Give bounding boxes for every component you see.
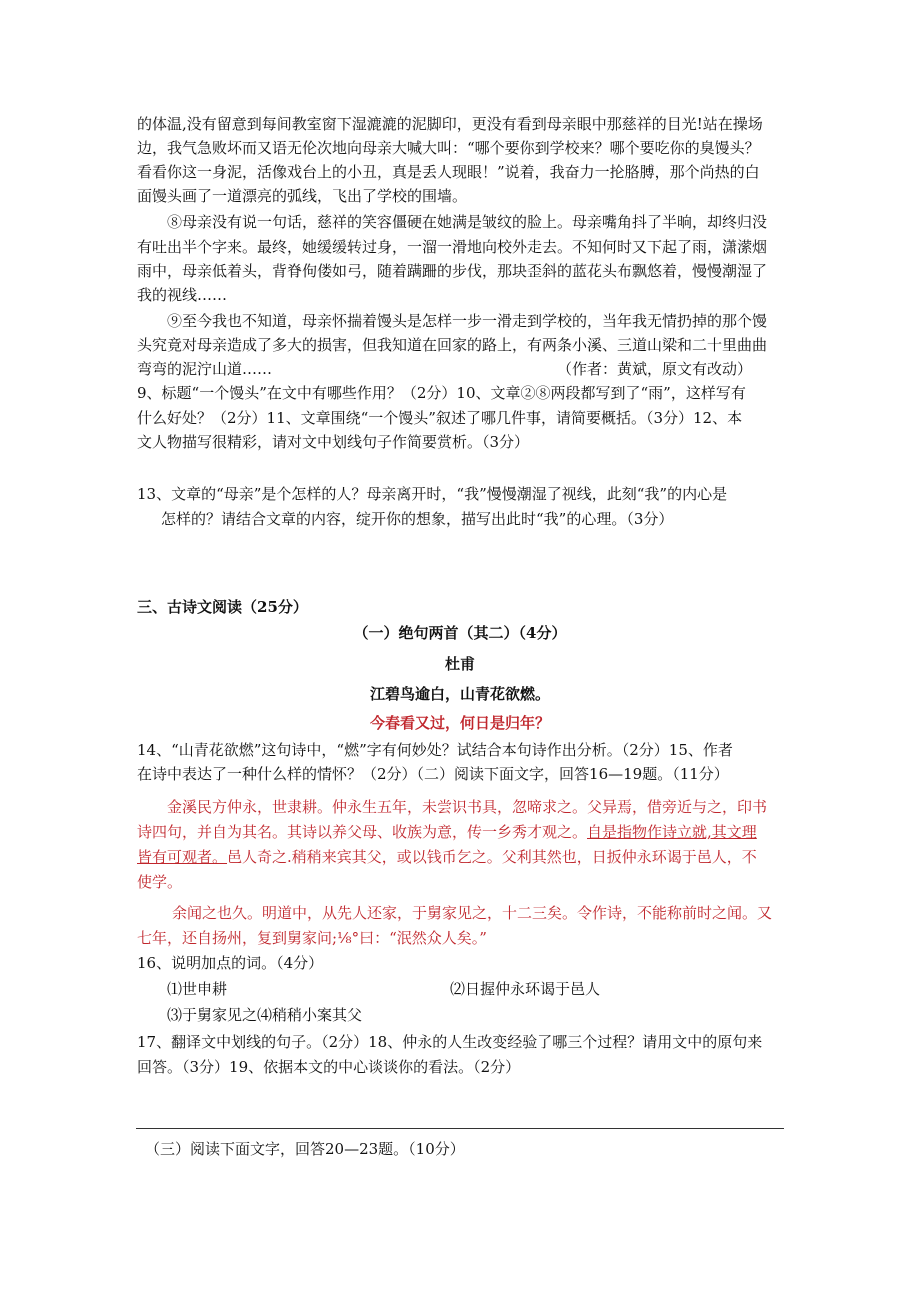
question-line: 14、“山青花欲燃”这句诗中，“燃”字有何妙处？试结合本句诗作出分析。（2分）15、作者 bbox=[137, 741, 733, 759]
paragraph-8-line: 雨中，母亲低着头，背脊佝偻如弓，随着蹒跚的步伐，那块歪斜的蓝花头布飘悠着，慢慢潮湿了 bbox=[137, 262, 768, 280]
story-line: 面馒头画了一道漂亮的弧线，飞出了学校的围墙。 bbox=[137, 187, 468, 205]
paragraph-9-line: 头究竟对母亲造成了多大的损害，但我知道在回家的路上，有两条小溪、三道山梁和二十里曲曲 bbox=[137, 336, 768, 354]
question-16-title: 16、说明加点的词。（4分） bbox=[137, 954, 324, 972]
question-line: 9、标题“一个馒头”在文中有哪些作用？（2分）10、文章②⑧两段都写到了“雨”，这样写有 bbox=[137, 384, 746, 402]
prose-line: 金溪民方仲永，世隶耕。仲永生五年，未尝识书具，忽啼求之。父异焉，借旁近与之，印书 bbox=[167, 798, 768, 816]
section-subheading: （三）阅读下面文字，回答20—23题。（10分） bbox=[145, 1140, 465, 1158]
horizontal-divider bbox=[136, 1128, 784, 1129]
question-line: 文人物描写很精彩，请对文中划线句子作简要赏析。（3分） bbox=[137, 433, 530, 451]
question-16-item: ⑶于舅家见之⑷稍稍小案其父 bbox=[167, 1006, 363, 1024]
author-credit: （作者：黄斌，原文有改动） bbox=[557, 360, 753, 378]
paragraph-8-line: 有吐出半个字来。最终，她缓缓转过身，一溜一滑地向校外走去。不知何时又下起了雨，潇潆烟 bbox=[137, 238, 768, 256]
prose-text: 诗四句，并自为其名。其诗以养父母、收族为意，传一乡秀才观之。 bbox=[137, 823, 588, 841]
question-16-item: ⑵日握仲永环谒于邑人 bbox=[450, 980, 601, 998]
paragraph-9-line bbox=[137, 357, 753, 381]
question-line: 17、翻译文中划线的句子。（2分）18、仲永的人生改变经验了哪三个过程？请用文中的原句来 bbox=[137, 1033, 763, 1051]
underlined-sentence: 皆有可观者。 bbox=[137, 848, 228, 866]
story-line: 边，我气急败坏而又语无伦次地向母亲大喊大叫：“哪个要你到学校来？哪个要吃你的臭馒头？ bbox=[137, 139, 760, 157]
question-16-item: ⑴世申耕 bbox=[167, 980, 228, 998]
question-13-line: 13、文章的“母亲”是个怎样的人？母亲离开时，“我”慢慢潮湿了视线，此刻“我”的内心是 bbox=[137, 485, 728, 503]
poet-name: 杜甫 bbox=[444, 655, 475, 673]
prose-line: 余闻之也久。明道中，从先人还家，于舅家见之，十二三矣。令作诗，不能称前时之闻。又 bbox=[172, 904, 773, 922]
poem-title: （一）绝句两首（其二）（4分） bbox=[353, 624, 567, 642]
paragraph-9-line: ⑨至今我也不知道，母亲怀揣着馒头是怎样一步一滑走到学校的，当年我无情扔掉的那个馒 bbox=[167, 312, 768, 330]
prose-line: 七年，还自扬州，复到舅家问;⅛°曰：“泯然众人矣。” bbox=[137, 929, 487, 947]
question-13-line: 怎样的？请结合文章的内容，绽开你的想象，描写出此时“我”的心理。（3分） bbox=[161, 510, 674, 528]
section-heading: 三、古诗文阅读（25分） bbox=[137, 598, 308, 616]
question-line: 在诗中表达了一种什么样的情怀？（2分）（二）阅读下面文字，回答16—19题。（11分） bbox=[137, 765, 729, 783]
paragraph-8-line: 我的视线…… bbox=[137, 286, 228, 304]
paragraph-9-text: 弯弯的泥泞山道…… bbox=[137, 360, 273, 378]
prose-line bbox=[137, 820, 757, 844]
underlined-sentence: 自是指物作诗立就,其文理 bbox=[587, 823, 757, 841]
prose-line: 使学。 bbox=[137, 873, 183, 891]
paragraph-8-line: ⑧母亲没有说一句话，慈祥的笑容僵硬在她满是皱纹的脸上。母亲嘴角抖了半晌，却终归没 bbox=[167, 213, 768, 231]
prose-line bbox=[137, 845, 757, 869]
story-line: 的体温,没有留意到每间教室窗下湿漉漉的泥脚印，更没有看到母亲眼中那慈祥的目光!站在操场 bbox=[137, 115, 763, 133]
story-line: 看看你这一身泥，活像戏台上的小丑，真是丢人现眼！”说着，我奋力一抡胳膊，那个尚热的白 bbox=[137, 163, 760, 181]
question-line: 什么好处？（2分）11、文章围绕“一个馒头”叙述了哪几件事，请简要概括。（3分）12、本 bbox=[137, 409, 743, 427]
question-line: 回答。（3分）19、依据本文的中心谈谈你的看法。（2分） bbox=[137, 1058, 521, 1076]
question-16-row bbox=[167, 977, 601, 1001]
poem-verse-highlight: 今春看又过，何日是归年？ bbox=[369, 714, 550, 732]
prose-text: 邑人奇之.稍稍来宾其父，或以钱币乞之。父利其然也，日扳仲永环谒于邑人，不 bbox=[227, 848, 757, 866]
poem-verse: 江碧鸟逾白，山青花欲燃。 bbox=[369, 685, 550, 703]
